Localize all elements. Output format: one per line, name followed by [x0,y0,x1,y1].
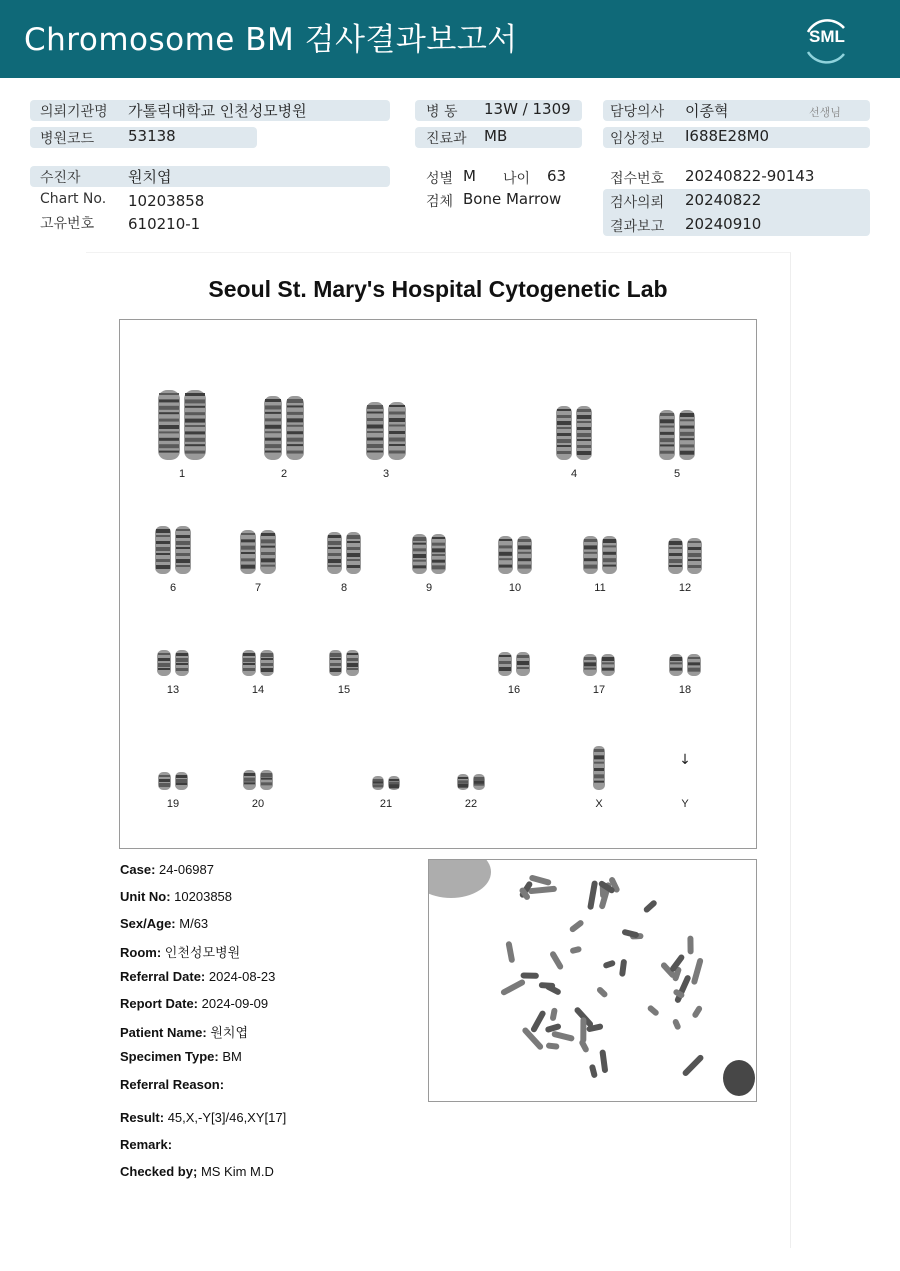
checked-value: MS Kim M.D [200,1164,274,1179]
unique-label: 고유번호 [40,216,95,232]
chromosome-label-7: 7 [254,582,262,594]
chromosome-label-18: 18 [678,684,692,696]
referral-reason-label: Referral Reason: [120,1077,225,1092]
chromosome-label-10: 10 [508,582,522,594]
specimen-label: 검체 [426,194,454,210]
patient-name-value: 원치엽 [210,1025,249,1040]
chromosome-pair-7 [238,528,278,576]
patient-label: 수진자 [40,170,81,186]
doctor-value: 이종혁 [685,102,729,120]
chromosome-pair-5 [657,408,697,462]
chromosome-pair-13 [155,648,191,678]
chromosome-pair-4 [554,404,594,462]
chromosome-pair-18 [667,652,703,678]
doctor-suffix: 선생님 [809,106,841,119]
chromosome-pair-10 [496,534,534,576]
chromosome-pair-2 [262,394,306,462]
specimen-type-row [120,1049,242,1064]
hospital-code-value: 53138 [128,127,176,145]
patient-name-label: Patient Name: [120,1025,207,1040]
chromosome-label-9: 9 [425,582,433,594]
case-label: Case: [120,862,156,877]
clinical-value: I688E28M0 [685,127,770,145]
specimen-type-value: BM [222,1049,242,1064]
chromosome-pair-1 [156,388,208,462]
chromosome-label-11: 11 [594,582,606,594]
chromosome-pair-6 [153,524,193,576]
remark-row [120,1137,172,1152]
room-row [120,942,240,961]
case-value: 24-06987 [159,862,214,877]
sex-label: 성별 [426,171,454,187]
referral-date-label: Referral Date: [120,969,206,984]
chromosome-pair-17 [581,652,617,678]
chromosome-label-y: Y [681,798,689,810]
remark-label: Remark: [120,1137,173,1152]
chromosome-pair-x [583,744,615,792]
request-label: 검사의뢰 [610,195,665,211]
referral-reason-row [120,1077,224,1092]
result-value: 45,X,-Y[3]/46,XY[17] [167,1110,287,1125]
chromosome-label-19: 19 [166,798,180,810]
chromosome-label-6: 6 [169,582,177,594]
specimen-type-label: Specimen Type: [120,1049,219,1064]
chromosome-label-22: 22 [464,798,478,810]
chromosome-label-13: 13 [166,684,180,696]
chromosome-label-17: 17 [592,684,606,696]
chromosome-pair-19 [156,770,190,792]
chromosome-pair-11 [581,534,619,576]
patient-row [30,166,390,187]
chromosome-label-12: 12 [678,582,692,594]
metaphase-spread-image [428,859,757,1102]
patient-value: 원치엽 [128,168,172,186]
dept-value: MB [484,127,508,145]
sml-logo-text: SML [809,27,845,46]
age-label: 나이 [503,171,531,187]
chromosome-pair-16 [496,650,532,678]
report-value: 20240910 [685,215,762,233]
result-label: Result: [120,1110,165,1125]
room-label: Room: [120,945,162,960]
referral-date-row [120,969,275,984]
hospital-code-label: 병원코드 [40,131,95,147]
chromosome-label-14: 14 [251,684,265,696]
case-row [120,862,214,877]
chromosome-label-5: 5 [673,468,681,480]
report-label: 결과보고 [610,219,665,235]
unit-row [120,889,232,904]
chart-label: Chart No. [40,191,107,207]
result-row [120,1110,286,1125]
ward-label: 병 동 [426,104,458,120]
chromosome-label-3: 3 [382,468,390,480]
chromosome-pair-20 [241,768,275,792]
request-value: 20240822 [685,191,762,209]
metaphase-spread-icon [429,860,756,1101]
chromosome-label-4: 4 [570,468,578,480]
chromosome-pair-12 [666,536,704,576]
checked-label: Checked by; [120,1164,198,1179]
patient-name-row [120,1022,248,1041]
institution-value: 가톨릭대학교 인천성모병원 [128,102,307,120]
unit-label: Unit No: [120,889,171,904]
institution-label: 의뢰기관명 [40,104,108,120]
chromosome-pair-22 [455,772,487,792]
referral-date-value: 2024-08-23 [208,969,276,984]
specimen-value: Bone Marrow [463,190,562,208]
chromosome-pair-15 [327,648,361,678]
room-value: 인천성모병원 [164,945,241,960]
sexage-label: Sex/Age: [120,916,176,931]
age-value: 63 [547,167,567,185]
lab-title: Seoul St. Mary's Hospital Cytogenetic Lab [208,276,668,302]
report-date-row [120,996,268,1011]
unit-value: 10203858 [174,889,233,904]
report-header [0,0,900,78]
chromosome-label-16: 16 [507,684,521,696]
unique-value: 610210-1 [128,215,201,233]
chromosome-pair-21 [370,774,402,792]
chromosome-label-2: 2 [280,468,288,480]
chromosome-label-8: 8 [340,582,348,594]
chromosome-pair-8 [325,530,363,576]
chromosome-pair-3 [364,400,408,462]
clinical-label: 임상정보 [610,131,665,147]
report-date-value: 2024-09-09 [201,996,269,1011]
report-date-label: Report Date: [120,996,199,1011]
report-title: Chromosome BM 검사결과보고서 [24,22,518,58]
chromosome-label-21: 21 [379,798,393,810]
doctor-label: 담당의사 [610,104,665,120]
dept-label: 진료과 [426,131,467,147]
chromosome-pair-14 [240,648,276,678]
missing-y-arrow-icon: ↓ [679,752,691,768]
chromosome-pair-9 [410,532,448,576]
receipt-value: 20240822-90143 [685,167,815,185]
sexage-value: M/63 [179,916,209,931]
chromosome-label-x: X [595,798,603,810]
receipt-label: 접수번호 [610,171,665,187]
chromosome-label-20: 20 [251,798,265,810]
chromosome-label-15: 15 [337,684,351,696]
checked-row [120,1164,274,1179]
sexage-row [120,916,208,931]
chart-value: 10203858 [128,192,205,210]
ward-value: 13W / 1309 [484,100,571,118]
karyogram [119,319,757,849]
chromosome-label-1: 1 [178,468,186,480]
sex-value: M [463,167,476,185]
